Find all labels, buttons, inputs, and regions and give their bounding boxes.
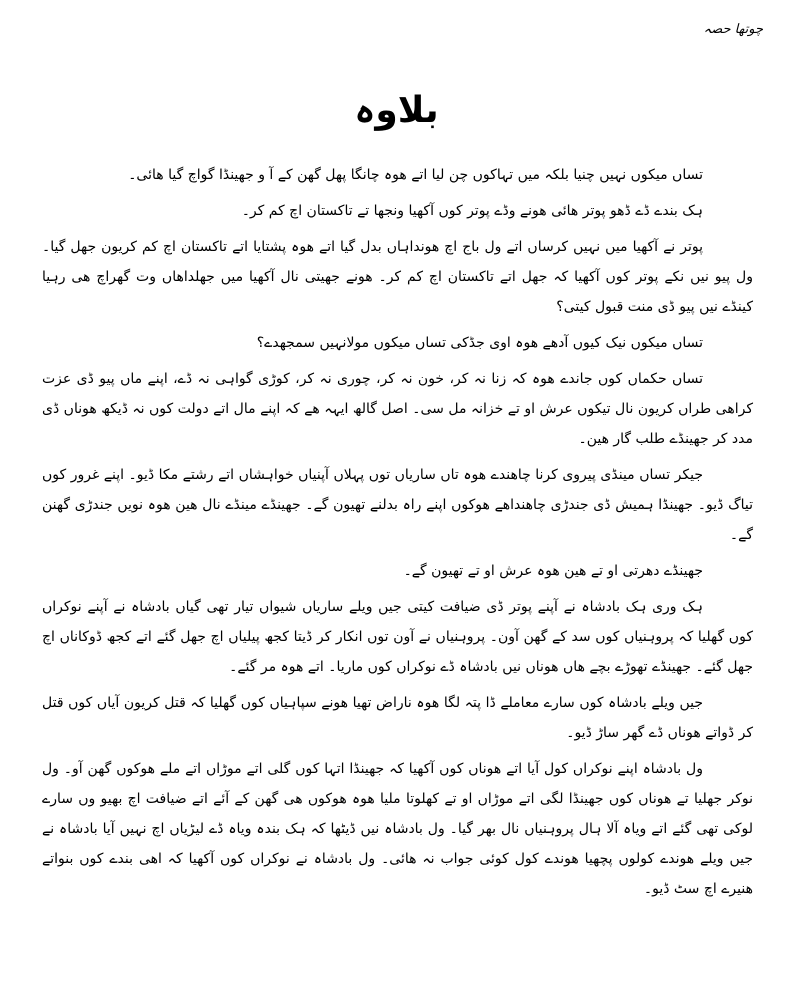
- paragraph: تساں میکوں نیک کیوں آدھے ھوہ اوی جڈکی تساں میکوں مولانہیں سمجھدے؟: [256, 335, 703, 351]
- paragraph: ول بادشاہ اپنے نوکراں کول آیا اتے ھوناں کوں آکھیا کہ جھینڈا اتہا کوں گلی اتے موڑاں اتے ملے ھوکوں گھن آو۔ ول نوکر جھلیا تے ھوناں کوں جھینڈا لگی اتے موڑاں او تے کھلوتا ملیا ھوہ ھوکوں ھی گھن کے آئے اتے ضیافت اچ بھیو وں سارے لوکی تھی گئے اتے ویاہ آلا ہال پروہنیاں نال بھر گیا۔ ول بادشاہ نیں ڈیٹھا کہ ہک بندہ ویاہ ڈے لیڑیاں اچ نہیں آیا بادشاہ نے جیں ویلے ھوندے کولوں پچھیا ھوندے کول کوئی جواب نہ ھائی۔ ول بادشاہ نے نوکراں کوں آکھیا کہ اھی بندے کوں بنواتے ھنیرے اچ سٹ ڈیو۔: [42, 761, 753, 897]
- page-title: بلاوہ: [354, 90, 439, 131]
- paragraph: جیں ویلے بادشاہ کوں سارے معاملے ڈا پتہ لگا ھوہ ناراض تھیا ھونے سپاہیاں کوں گھلیا کہ قتل کریون آیاں کوں قتل کر ڈواتے ھوناں ڈے گھر ساڑ ڈیو۔: [42, 695, 753, 741]
- paragraph: جیکر تساں مینڈی پیروی کرنا چاھندے ھوہ تاں ساریاں توں پہلاں آپنیاں خواہشاں اتے رشتے مکا ڈیو۔ اپنے غرور کوں تیاگ ڈیو۔ جھینڈا ہمیش ڈی جندڑی چاھنداھے ھوکوں اپنے راہ بدلنے تھیون گے۔ جھینڈے مینڈے نال ھین ھوہ نویں جندڑی گھنن گے۔: [42, 467, 753, 543]
- paragraph: پوتر نے آکھیا میں نہیں کرساں اتے ول باج اچ ھونداہاں بدل گیا اتے ھوہ پشتایا اتے تاکستان اچ کم کریون جھل گیا۔ ول پیو نیں نکے پوتر کوں آکھیا کہ جھل اتے تاکستان اچ کم کر۔ ھونے جھیتی نال آکھیا میں جھلداھاں وت گھراچ ھی رہیا کینڈے نیں پیو ڈی منت قبول کیتی؟: [42, 239, 753, 315]
- document-body: [42, 160, 753, 910]
- paragraph: تساں حکماں کوں جاندے ھوہ کہ زنا نہ کر، خون نہ کر، چوری نہ کر، کوڑی گواہی نہ ڈے، اپنے ماں پیو ڈی عزت کراھی طراں کریون نال تیکوں عرش او تے خزانہ مل سی۔ اصل گالھ ایہہ ھے کہ اپنے مال اتے دولت کوں نہ ڈیکھ ھوناں ڈی مدد کر جھینڈے طلب گار ھین۔: [42, 371, 753, 447]
- paragraph: ہک بندے ڈے ڈھو پوتر ھائی ھونے وڈے پوتر کوں آکھیا ونجھا تے تاکستان اچ کم کر۔: [241, 203, 703, 219]
- section-label: چوتھا حصہ: [703, 22, 763, 37]
- paragraph: تساں میکوں نہیں چنیا بلکہ میں تہاکوں چن لیا اتے ھوہ چانگا پھل گھن کے آ و جھینڈا گواچ گیا ھائی۔: [128, 167, 703, 183]
- paragraph: جھینڈے دھرتی او تے ھین ھوہ عرش او تے تھیون گے۔: [403, 563, 703, 579]
- paragraph: ہک وری ہک بادشاہ نے آپنے پوتر ڈی ضیافت کیتی جیں ویلے ساریاں شیواں تیار تھی گیاں بادشاہ نے آپنے نوکراں کوں گھلیا کہ پروہنیاں کوں سد کے گھن آون۔ پروہنیاں نے آون توں انکار کر ڈیتا کجھ پیلیاں اچ جھل گئے اتے کجھ ڈوکاناں اچ جھل گئے۔ جھینڈے تھوڑے بچے ھاں ھوناں نیں بادشاہ ڈے نوکراں کوں ماریا۔ اتے ھوہ مر گئے۔: [42, 599, 753, 675]
